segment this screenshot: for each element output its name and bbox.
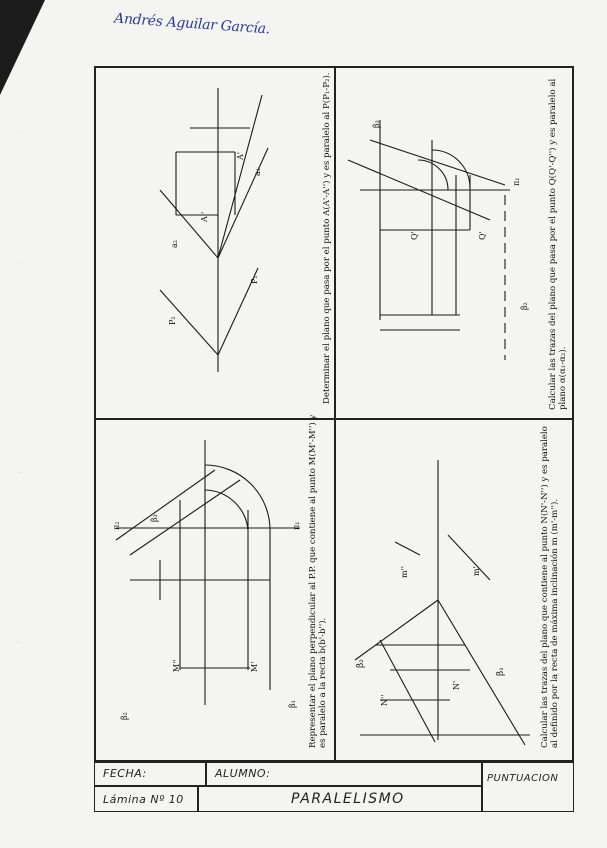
problem-top-right-figure [348,120,510,360]
fecha-cell [94,762,206,786]
statement-line: Determinar el plano que pasa por el punto A(A'-A'') y es paralelo al P(P₁-P₂). [322,72,332,404]
label-top-right-q1: Q' [478,231,487,240]
label-bottom-right-b2: β₂ [356,659,366,668]
statement-line: Calcular las trazas del plano que pasa por el punto Q(Q'-Q'') y es paralelo al [548,78,558,410]
problem-bottom-left-figure [116,440,300,705]
label-bottom-right-n2: N'' [380,694,389,706]
lamina-label: Lámina Nº 10 [103,793,184,806]
puntuacion-cell [482,762,574,812]
label-top-left-a2b: a₂ [170,240,179,248]
alumno-label: ALUMNO: [215,767,271,780]
label-bottom-left-m1: M' [250,661,259,672]
margin-mark: · [18,260,20,267]
label-top-left-a1b: a₁ [253,168,262,176]
label-top-right-b2: β₂ [520,302,529,310]
label-bottom-left-pi1: π₁ [292,521,301,530]
alumno-cell [206,762,482,786]
label-top-left-a2: A' [236,152,245,160]
label-bottom-right-n1: N' [452,680,461,690]
margin-mark: · [18,640,20,647]
problem-top-left-figure [160,88,268,372]
margin-mark: · [18,470,20,477]
lamina-cell [94,786,198,812]
margin-mark: · [18,130,20,137]
label-top-left-a1: A'' [200,211,209,222]
handwritten-signature: Andrés Aguilar García. [113,10,271,38]
title-cell [198,786,482,812]
statement-line: Representar el plano perpendicular al P.P. que contiene al punto M(M'-M'') y [308,414,318,748]
puntuacion-label: PUNTUACION [487,773,559,784]
label-bottom-left-b2: β₂ [120,712,129,720]
title-block [94,762,574,812]
statement-line: plano α(α₁-α₂). [558,346,568,410]
problem-top-left-statement [322,72,332,404]
label-top-right-pi1: π₁ [512,177,521,186]
label-top-left-p1: P₁ [250,275,259,284]
label-bottom-right-m2: m'' [400,566,409,578]
label-top-right-b3: β₃ [372,120,381,128]
label-bottom-left-b3: β₃ [150,514,159,522]
statement-line: Calcular las trazas del plano que contiene al punto N(N'-N'') y es paralelo [540,426,550,748]
label-top-left-p2: P₂ [168,316,177,325]
label-bottom-left-pi2: π₂ [112,521,121,530]
problem-bottom-right-statement [540,426,560,748]
fecha-label: FECHA: [103,767,147,780]
problem-top-right-statement [548,79,568,410]
label-top-right-q2: Q'' [410,229,419,240]
problem-bottom-left-statement [308,415,328,748]
label-bottom-right-b1: β₁ [496,667,506,676]
sheet-title: PARALELISMO [291,791,405,807]
statement-line: al definido por la recta de máxima inclinación m (m'-m''). [550,498,560,748]
label-bottom-left-b1: β₁ [288,700,297,708]
label-bottom-right-m1: m' [472,566,481,576]
label-bottom-left-m2: M'' [172,659,181,672]
statement-line: es paralelo a la recta b(b'-b''). [318,617,328,748]
